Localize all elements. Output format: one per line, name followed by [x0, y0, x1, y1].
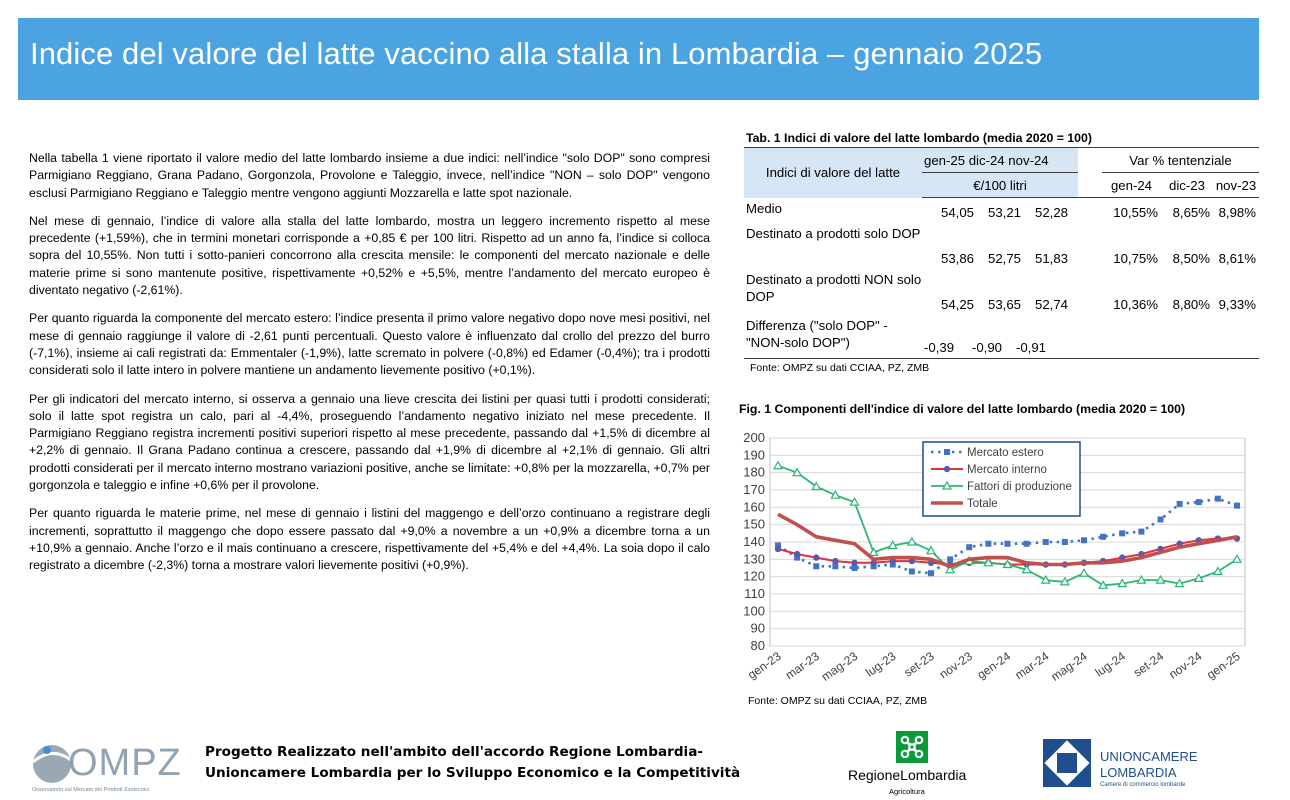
project-line: Progetto Realizzato nell'ambito dell'accordo Regione Lombardia- [205, 744, 704, 760]
data-point-mercato-estero [1215, 496, 1221, 502]
data-point-mercato-estero [1158, 516, 1164, 522]
data-point-mercato-estero [1081, 537, 1087, 543]
data-point-mercato-estero [1177, 501, 1183, 507]
legend-label: Mercato interno [967, 464, 1047, 476]
legend-label: Fattori di produzione [967, 481, 1072, 493]
y-tick-label: 80 [750, 638, 765, 653]
data-point-fattori-produzione [1233, 555, 1241, 562]
x-tick-label: nov-23 [936, 648, 975, 682]
row-label: Differenza ("solo DOP" - "NON-solo DOP") [744, 315, 922, 359]
table-header-var: Var % tentenziale [1102, 148, 1259, 173]
cell-value: 52,28 [1034, 204, 1068, 220]
x-tick-label: mag-24 [1048, 648, 1090, 684]
series-line-totale [778, 514, 1237, 566]
table-row [744, 198, 1259, 223]
data-point-mercato-interno [813, 554, 819, 560]
data-point-mercato-estero [1062, 539, 1068, 545]
table-header-var-col: dic-23 [1161, 173, 1213, 198]
cell-var: 8,98% [1218, 204, 1256, 220]
table-source: Fonte: OMPZ su dati CCIAA, PZ, ZMB [750, 362, 930, 374]
table-header-unit: €/100 litri [922, 173, 1078, 198]
data-point-mercato-estero [1024, 541, 1030, 547]
project-statement [205, 742, 740, 784]
unioncamere-sub: Camere di commercio lombarde [1100, 782, 1186, 788]
cell-value: -0,39 [924, 340, 955, 355]
y-tick-label: 160 [743, 499, 765, 515]
data-point-mercato-estero [1234, 503, 1240, 509]
x-tick-label: mag-23 [818, 648, 861, 684]
figure-source: Fonte: OMPZ su dati CCIAA, PZ, ZMB [748, 695, 928, 707]
y-tick-label: 140 [743, 534, 765, 549]
cell-value: -0,90 [971, 340, 1002, 355]
legend-marker-mercato-interno [944, 466, 950, 472]
unioncamere-logo [1043, 739, 1091, 787]
y-tick-label: 150 [743, 516, 765, 532]
y-tick-label: 110 [744, 586, 765, 601]
cell-var: 9,33% [1218, 296, 1256, 312]
cell-value: 54,05 [940, 204, 974, 220]
y-tick-label: 200 [743, 430, 765, 445]
paragraph: Nel mese di gennaio, l’indice di valore alla stalla del latte lombardo, mostra un leggero incremento rispetto al mese precedente (+1,59%), che in termini monetari corrisponde a +0,85 € per 100 litri. Rispetto ad un anno fa, l’indice si colloca sopra del 10,55%. Non tutti i sotto-panieri concorrono alla crescita mensile: le componenti del mercato nazionale e delle materie prime si sono mantenute positive, rispettivamente +0,52% e +5,5%, mentre l’andamento del mercato europeo è diventato negativo (-2,61%). [29, 213, 710, 298]
legend-label: Totale [967, 498, 998, 510]
cell-value: 52,75 [987, 250, 1021, 266]
cell-value: 53,21 [987, 204, 1021, 220]
x-tick-label: gen-23 [745, 648, 784, 682]
data-point-fattori-produzione [1080, 569, 1088, 576]
cell-value: 54,25 [940, 296, 974, 312]
table-row [744, 223, 1259, 269]
x-tick-label: lug-24 [1092, 648, 1128, 680]
ompz-subtitle: Osservatorio sul Mercato dei Prodotti Zootecnici [32, 787, 150, 793]
cell-var: 10,36% [1113, 296, 1158, 312]
regione-lombardia-name: RegioneLombardia [848, 767, 967, 783]
body-text [29, 150, 710, 586]
x-tick-label: gen-25 [1204, 648, 1243, 682]
ompz-logo-text: OMPZ [68, 742, 182, 784]
table-row [744, 315, 1259, 359]
cell-value: 53,86 [940, 250, 974, 266]
cell-var: 8,80% [1172, 296, 1210, 312]
legend-label: Mercato estero [967, 447, 1044, 459]
table-header-var-col: nov-23 [1213, 173, 1259, 198]
indici-table [744, 147, 1259, 359]
data-point-mercato-estero [1138, 529, 1144, 535]
data-point-mercato-estero [966, 544, 972, 550]
data-point-mercato-estero [1100, 534, 1106, 540]
x-tick-label: mar-23 [782, 648, 822, 683]
cell-var: 8,61% [1218, 250, 1256, 266]
x-tick-label: set-23 [901, 648, 937, 680]
y-tick-label: 130 [743, 551, 765, 567]
rosa-camuna-icon [896, 731, 928, 763]
cell-value: 51,83 [1034, 250, 1068, 266]
row-label: Medio [746, 200, 782, 216]
regione-lombardia-sub: Agricoltura [889, 787, 925, 796]
paragraph: Nella tabella 1 viene riportato il valore medio del latte lombardo insieme a due indici: nell’indice "solo DOP" sono compresi Parmigiano Reggiano, Grana Padano, Gorgonzola, Provolone e Taleggio, invece, nell’indice "NON – solo DOP" vengono esclusi Parmigiano Reggiano e Taleggio mentre vengono aggiunti Mozzarella e latte spot nazionale. [29, 151, 710, 200]
data-point-mercato-estero [909, 568, 915, 574]
x-tick-label: nov-24 [1166, 648, 1205, 682]
y-tick-label: 180 [743, 464, 765, 480]
project-line: Unioncamere Lombardia per lo Sviluppo Economico e la Competitività [205, 765, 741, 781]
data-point-mercato-estero [1196, 499, 1202, 505]
table-header-var-col: gen-24 [1102, 173, 1161, 198]
data-point-mercato-interno [832, 558, 838, 564]
table-header-label: Indici di valore del latte [744, 148, 922, 198]
page-title: Indice del valore del latte vaccino alla stalla in Lombardia – gennaio 2025 [30, 36, 1043, 71]
unioncamere-name [1100, 749, 1198, 781]
cell-var: 10,75% [1113, 250, 1158, 266]
y-tick-label: 170 [743, 482, 765, 497]
row-label: Destinato a prodotti solo DOP [746, 225, 921, 241]
data-point-mercato-estero [1005, 541, 1011, 547]
cell-var: 10,55% [1113, 204, 1158, 220]
table-row [744, 269, 1259, 315]
paragraph: Per gli indicatori del mercato interno, si osserva a gennaio una lieve crescita dei listini per quasi tutti i prodotti considerati; solo il latte spot registra un calo, pari al -4,4%, proseguendo l’andamento negativo iniziato nel mese precedente. Il Parmigiano Reggiano registra incrementi positivi superiori rispetto al mese precedente, passando dal +1,5% di dicembre al +2,2% di gennaio. Il Grana Padano continua a crescere, passando dal +1,9% di dicembre al +2,1% di gennaio. Gli altri prodotti considerati per il mercato interno mostrano variazioni positive, anche se limitate: +0,8% per la mozzarella, +0,7% per gorgonzola e taleggio e infine +0,6% per il provolone. [29, 391, 710, 493]
x-tick-label: gen-24 [974, 648, 1014, 682]
row-label: Destinato a prodotti NON solo DOP [746, 271, 922, 304]
data-point-mercato-estero [813, 563, 819, 569]
cell-var: 8,50% [1172, 250, 1210, 266]
title-banner [18, 18, 1259, 100]
data-point-mercato-interno [794, 551, 800, 557]
figure-caption: Fig. 1 Componenti dell'indice di valore del latte lombardo (media 2020 = 100) [739, 402, 1186, 416]
unioncamere-line: LOMBARDIA [1100, 765, 1177, 780]
cell-var: 8,65% [1172, 204, 1210, 220]
data-point-mercato-estero [1043, 539, 1049, 545]
paragraph: Per quanto riguarda la componente del mercato estero: l’indice presenta il primo valore negativo dopo nove mesi positivi, nel mese di gennaio raggiunge il valore di -2,61 punti percentuali. Questo valore è influenzato dal crollo del prezzo del burro (-7,1%), insieme ai cali registrati da: Emmentaler (-1,9%), latte scremato in polvere (-0,8%) ed Edamer (-0,4%); tra i prodotti considerati solo il latte intero in polvere mantiene un andamento lievemente positivo (+0,1%). [29, 311, 710, 378]
table-header-dates: gen-25 dic-24 nov-24 [922, 148, 1078, 173]
y-tick-label: 90 [750, 620, 765, 636]
unioncamere-line: UNIONCAMERE [1100, 749, 1198, 764]
cell-value: 53,65 [987, 296, 1021, 312]
data-point-mercato-interno [775, 546, 781, 552]
x-tick-label: lug-23 [863, 648, 899, 680]
data-point-fattori-produzione [1214, 567, 1222, 574]
cell-value: 52,74 [1034, 296, 1068, 312]
legend-marker-mercato-estero [944, 449, 950, 455]
y-tick-label: 120 [743, 568, 765, 584]
x-tick-label: set-24 [1130, 648, 1167, 680]
x-tick-label: mar-24 [1012, 648, 1052, 683]
data-point-mercato-estero [985, 541, 991, 547]
regione-lombardia-logo [896, 731, 928, 763]
table-caption: Tab. 1 Indici di valore del latte lombardo (media 2020 = 100) [746, 131, 1092, 145]
data-point-fattori-produzione [774, 462, 782, 469]
y-tick-label: 190 [743, 447, 765, 463]
y-tick-label: 100 [743, 603, 765, 619]
cell-value: -0,91 [1015, 340, 1046, 355]
line-chart [733, 425, 1253, 695]
data-point-mercato-estero [1119, 530, 1125, 536]
paragraph: Per quanto riguarda le materie prime, nel mese di gennaio i listini del maggengo e dell’orzo continuano a registrare degli incrementi, soprattutto il maggengo che dopo essere passato dal +9,0% a novembre a un +0,9% a dicembre torna a un +10,9% a gennaio. Anche l’orzo e il mais continuano a crescere, rispettivamente del +5,4% e del +4,4%. La soia dopo il calo registrato a dicembre (-2,3%) torna a mostrare valori lievemente positivi (+0,9%). [29, 506, 710, 573]
data-point-mercato-estero [928, 570, 934, 576]
data-point-mercato-interno [851, 560, 857, 566]
